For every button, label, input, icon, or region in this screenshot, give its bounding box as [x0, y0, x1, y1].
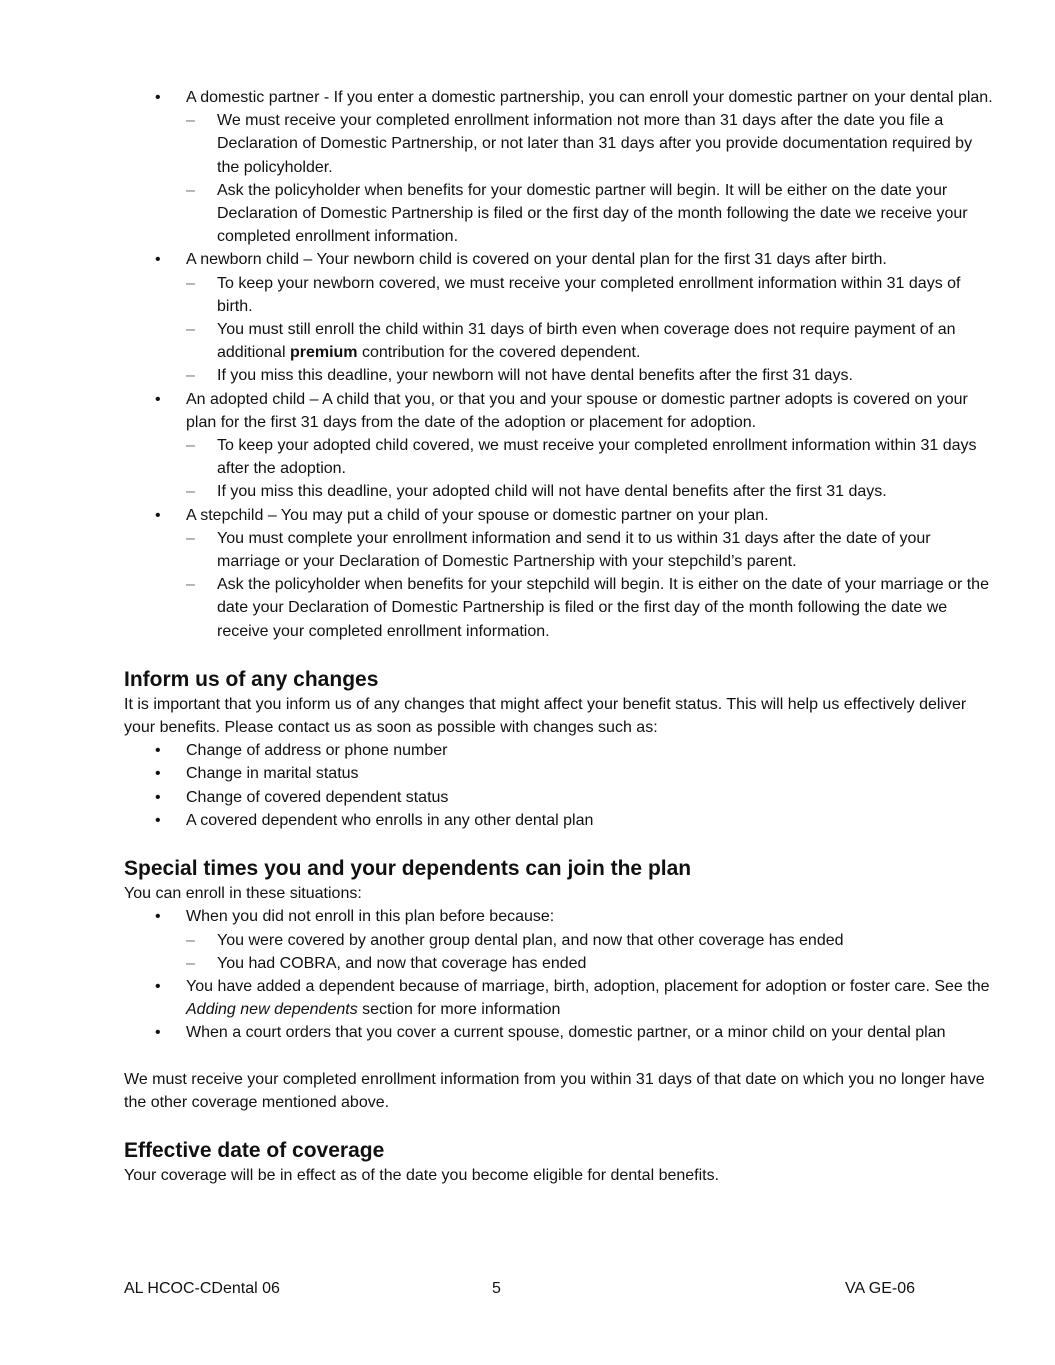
list-item	[186, 504, 994, 643]
sub-list-item	[217, 318, 994, 364]
sub-list	[186, 527, 994, 643]
special-closing: We must receive your completed enrollment information from you within 31 days of that date on which you no longer have the other coverage mentioned above.	[124, 1070, 985, 1111]
list-item	[186, 388, 994, 504]
inform-heading: Inform us of any changes	[124, 667, 379, 691]
document-page	[124, 86, 994, 1187]
list-item-text: An adopted child – A child that you, or that you and your spouse or domestic partner adopts is covered on your plan for the first 31 days from the date of the adoption or placement for adoption.	[186, 390, 968, 431]
list-item	[186, 86, 994, 248]
dependents-list	[124, 86, 994, 643]
list-item-text: You have added a dependent because of marriage, birth, adoption, placement for adoption or foster care. See the	[186, 977, 990, 995]
inform-intro: It is important that you inform us of any changes that might affect your benefit status. This will help us effectively deliver your benefits. Please contact us as soon as possible with changes such as:	[124, 695, 967, 737]
list-item-text: A domestic partner - If you enter a domestic partnership, you can enroll your domestic partner on your dental plan.	[186, 89, 993, 106]
sub-list	[186, 929, 994, 975]
list-item-text: When you did not enroll in this plan before because:	[186, 908, 555, 926]
effective-heading: Effective date of coverage	[124, 1138, 385, 1162]
list-item: • Change in marital status	[186, 762, 994, 785]
sub-list	[186, 272, 994, 388]
list-item: • Change of address or phone number	[186, 739, 994, 762]
effective-text: Your coverage will be in effect as of the date you become eligible for dental benefits.	[124, 1166, 720, 1184]
sub-list-item: – Ask the policyholder when benefits for your stepchild will begin. It is either on the date of your marriage or the date your Declaration of Domestic Partnership is filed or the first day of the month following the date we receive your completed enrollment information.	[217, 573, 994, 643]
changes-list	[124, 739, 994, 832]
footer-form-code: AL HCOC-CDental 06	[124, 1280, 280, 1297]
list-item-text: A newborn child – Your newborn child is covered on your dental plan for the first 31 days after birth.	[186, 251, 887, 269]
footer-version-code: VA GE-06	[845, 1280, 915, 1297]
page-number: 5	[492, 1280, 501, 1297]
sub-list-item: – We must receive your completed enrollment information not more than 31 days after the date you file a Declaration of Domestic Partnership, or not later than 31 days after you provide documentation required by the policyholder.	[217, 109, 994, 179]
sub-list-item-text-end: contribution for the covered dependent.	[357, 344, 641, 362]
list-item: • Change of covered dependent status	[186, 786, 994, 809]
sub-list-item-text: You must still enroll the child within 31 days of birth even when coverage does not require payment of an additional	[217, 321, 956, 362]
sub-list-item: – You were covered by another group dental plan, and now that other coverage has ended	[217, 929, 994, 952]
sub-list-item: – If you miss this deadline, your adopted child will not have dental benefits after the first 31 days.	[217, 480, 994, 503]
special-list	[124, 905, 994, 1044]
premium-term: premium	[289, 344, 358, 362]
special-intro: You can enroll in these situations:	[124, 885, 362, 903]
list-item-text-end: section for more information	[357, 1001, 561, 1019]
section-reference: Adding new dependents	[186, 1001, 358, 1019]
list-item	[186, 905, 994, 975]
list-item: • A covered dependent who enrolls in any other dental plan	[186, 809, 994, 832]
sub-list-item: – You had COBRA, and now that coverage has ended	[217, 952, 994, 975]
list-item	[186, 248, 994, 387]
sub-list	[186, 109, 994, 248]
sub-list-item: – Ask the policyholder when benefits for your domestic partner will begin. It will be either on the date your Declaration of Domestic Partnership is filed or the first day of the month following the date we receive your completed enrollment information.	[217, 179, 994, 249]
sub-list-item: – To keep your adopted child covered, we must receive your completed enrollment information within 31 days after the adoption.	[217, 434, 994, 480]
list-item-text: A stepchild – You may put a child of your spouse or domestic partner on your plan.	[186, 506, 769, 524]
sub-list	[186, 434, 994, 504]
list-item	[186, 975, 994, 1021]
sub-list-item: – You must complete your enrollment information and send it to us within 31 days after the date of your marriage or your Declaration of Domestic Partnership with your stepchild’s parent.	[217, 527, 994, 573]
special-heading: Special times you and your dependents can join the plan	[124, 857, 692, 881]
sub-list-item: – If you miss this deadline, your newborn will not have dental benefits after the first 31 days.	[217, 364, 994, 387]
list-item: • When a court orders that you cover a current spouse, domestic partner, or a minor child on your dental plan	[186, 1021, 994, 1044]
sub-list-item: – To keep your newborn covered, we must receive your completed enrollment information within 31 days of birth.	[217, 272, 994, 318]
